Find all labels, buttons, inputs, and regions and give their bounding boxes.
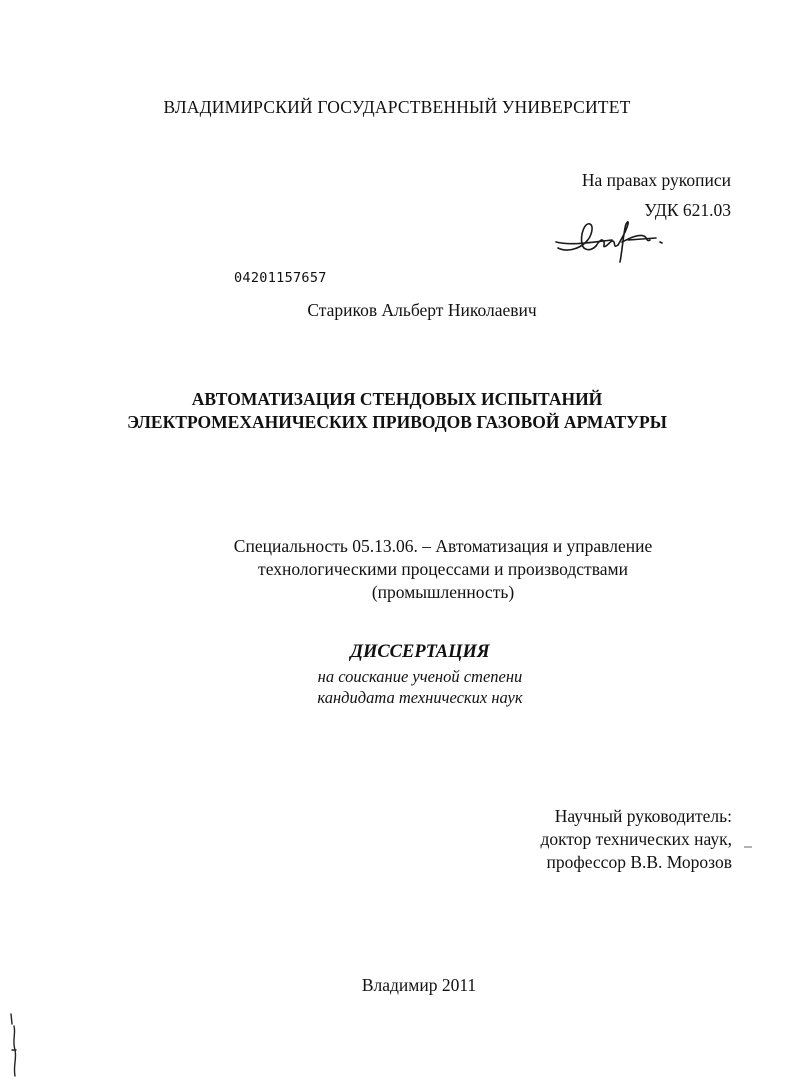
degree-purpose-line: на соискание ученой степени xyxy=(317,667,523,686)
specialty-line: Специальность 05.13.06. – Автоматизация и управление xyxy=(233,536,653,556)
specialty-line: (промышленность) xyxy=(371,582,515,602)
advisor-line: доктор технических наук, xyxy=(540,829,732,849)
dissertation-heading: ДИССЕРТАЦИЯ xyxy=(350,642,490,662)
title-line: АВТОМАТИЗАЦИЯ СТЕНДОВЫХ ИСПЫТАНИЙ xyxy=(191,389,603,409)
specialty-block xyxy=(0,535,794,604)
dissertation-title xyxy=(0,388,794,434)
scientific-advisor xyxy=(540,805,732,874)
handwritten-signature-icon xyxy=(552,212,672,267)
specialty-line: технологическими процессами и производствами xyxy=(258,559,628,579)
author-name: Стариков Альберт Николаевич xyxy=(307,300,537,320)
advisor-line: Научный руководитель: xyxy=(554,806,732,826)
udk-code: УДК 621.03 xyxy=(644,200,731,220)
scan-edge-mark xyxy=(6,1010,20,1080)
manuscript-rights-note: На правах рукописи xyxy=(581,170,731,190)
scan-speck xyxy=(744,845,752,849)
title-line: ЭЛЕКТРОМЕХАНИЧЕСКИХ ПРИВОДОВ ГАЗОВОЙ АРМАТУРЫ xyxy=(127,412,667,432)
city-and-year: Владимир 2011 xyxy=(361,975,477,995)
advisor-line: профессор В.В. Морозов xyxy=(546,852,732,872)
degree-purpose xyxy=(0,666,794,708)
inventory-number: 04201157657 xyxy=(234,270,327,286)
university-name: ВЛАДИМИРСКИЙ ГОСУДАРСТВЕННЫЙ УНИВЕРСИТЕТ xyxy=(163,97,631,117)
degree-purpose-line: кандидата технических наук xyxy=(317,688,523,707)
